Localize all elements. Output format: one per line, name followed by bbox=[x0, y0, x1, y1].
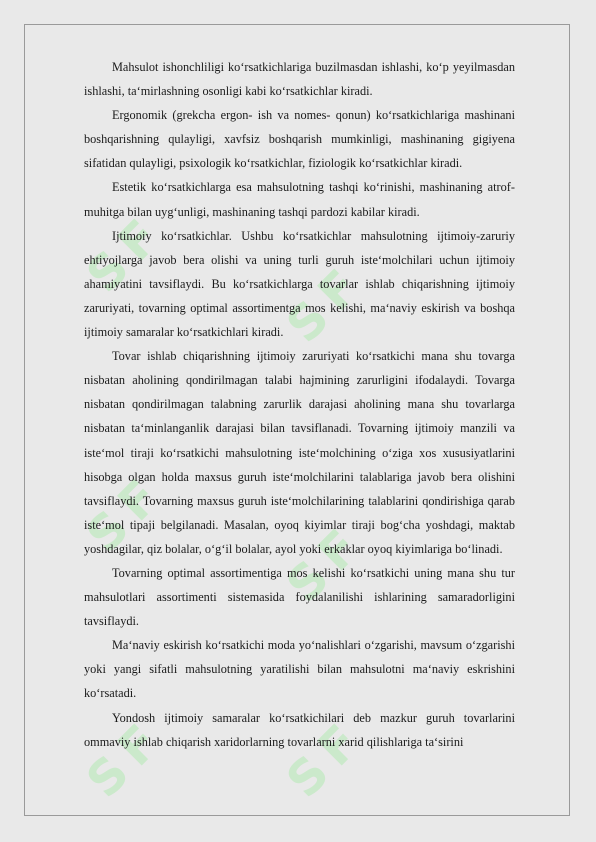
watermark: SF bbox=[275, 707, 378, 809]
paragraph: Ergonomik (grekcha ergon- ish va nomes- qonun) ko‘rsatkichlariga mashinani boshqarishning qulayligi, xavfsiz boshqarish mumkinligi, mashinaning gigiyena sifatidan qulayligi, psixologik ko‘rsatkichlar, fiziologik ko‘rsatkichlar kiradi. bbox=[84, 108, 515, 171]
watermark: SF bbox=[275, 512, 378, 614]
document-page bbox=[24, 24, 570, 816]
paragraph: Mahsulot ishonchliligi ko‘rsatkichlariga buzilmasdan ishlashi, ko‘p yeyilmasdan ishlashi, ta‘mirlashning osonligi kabi ko‘rsatkichlar kiradi. bbox=[84, 60, 515, 99]
paragraph: Tovar ishlab chiqarishning ijtimoiy zaruriyati ko‘rsatkichi mana shu tovarga nisbatan aholining qondirilmagan talabi hajmining zarurligini ifodalaydi. Tovarga nisbatan qondirilmagan talabning zarurlik darajasi aholining mana shu tovarlarga nisbatan ta‘minlanganlik darajasi bilan tavsiflanadi. Tovarning ijtimoiy manzili va iste‘mol tiraji ko‘rsatkichi mahsulotning iste‘molchining o‘ziga xos xususiyatlarini hisobga olgan holda maxsus guruh iste‘molchilarini talablariga javob bera olishini tavsiflaydi. Tovarning maxsus guruh iste‘molchilarining talablarini qondirishiga qarab iste‘mol tipaji belgilanadi. Masalan, oyoq kiyimlar tiraji bog‘cha yoshdagi, maktab yoshdagilar, qiz bolalar, o‘g‘il bolalar, ayol yoki erkaklar oyoq kiyimlariga bo‘linadi. bbox=[84, 349, 515, 556]
paragraph: Yondosh ijtimoiy samaralar ko‘rsatkichilari deb mazkur guruh tovarlarini ommaviy ishlab chiqarish xaridorlarning tovarlarni xarid qilishlariga ta‘sirini bbox=[84, 710, 515, 749]
paragraph: Tovarning optimal assortimentiga mos kelishi ko‘rsatkichi uning mana shu tur mahsulotlari assortimenti sistemasida foydalanilishi ishlarining samaradorligini tavsiflaydi. bbox=[84, 565, 515, 629]
body-text bbox=[84, 55, 515, 754]
watermark: SF bbox=[75, 202, 178, 304]
paragraph: Ijtimoiy ko‘rsatkichlar. Ushbu ko‘rsatkichlar mahsulotning ijtimoiy-zaruriy ehtiyojlarga javob bera olishi va uning turli guruh iste‘molchilari uchun ijtimoiy ahamiyatini tavsiflaydi. Bu ko‘rsatkichlarga tovarlar ishlab chiqarishning ijtimoiy zaruriyati, tovarning optimal assortimentga mos kelishi, ma‘naviy eskirish va boshqa ijtimoiy samaralar ko‘rsatkichlari kiradi. bbox=[84, 228, 515, 340]
watermark: SF bbox=[75, 462, 178, 564]
paragraph: Estetik ko‘rsatkichlarga esa mahsulotning tashqi ko‘rinishi, mashinaning atrof-muhitga bilan uyg‘unligi, mashinaning tashqi pardozi kabilar kiradi. bbox=[84, 180, 515, 219]
paragraph: Ma‘naviy eskirish ko‘rsatkichi moda yo‘nalishlari o‘zgarishi, mavsum o‘zgarishi yoki yangi sifatli mahsulotning yaratilishi bilan mahsulotni ma‘naviy eskrishini ko‘rsatadi. bbox=[84, 638, 515, 701]
watermark: SF bbox=[75, 707, 178, 809]
watermark: SF bbox=[275, 252, 378, 354]
